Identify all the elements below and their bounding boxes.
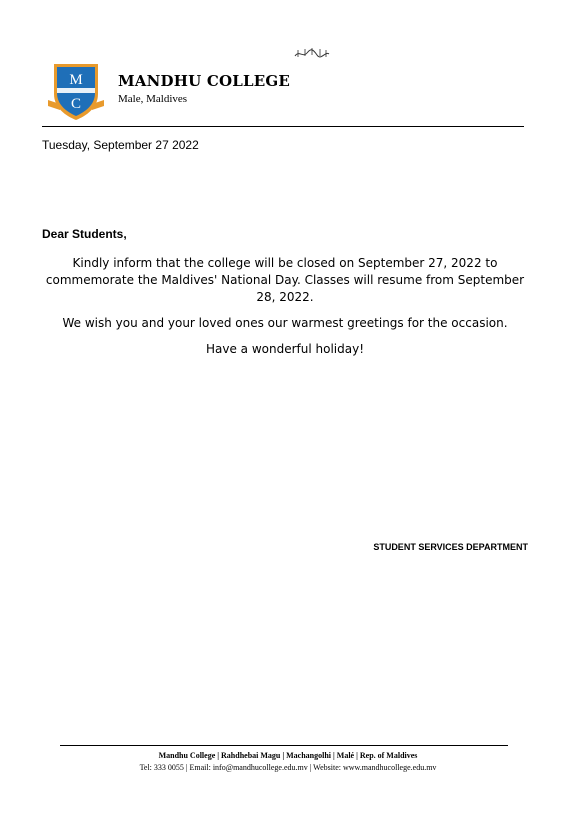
- body-paragraph-2: We wish you and your loved ones our warmest greetings for the occasion.: [62, 316, 508, 330]
- letter-date: Tuesday, September 27 2022: [42, 138, 199, 152]
- header-divider: [42, 126, 524, 127]
- college-location: Male, Maldives: [118, 93, 188, 105]
- signature-department: STUDENT SERVICES DEPARTMENT: [373, 542, 528, 552]
- footer-address: Mandhu College | Rahdhebai Magu | Machangolhi | Malé | Rep. of Maldives: [158, 751, 418, 760]
- body-paragraph-3: Have a wonderful holiday!: [205, 342, 364, 356]
- footer-contact: Tel: 333 0055 | Email: info@mandhucollege.edu.mv | Website: www.mandhucollege.edu.mv: [139, 763, 437, 772]
- bismillah-calligraphy: [293, 46, 331, 60]
- svg-text:C: C: [70, 96, 82, 112]
- college-logo: [46, 60, 106, 122]
- letter-body: [40, 255, 530, 367]
- footer-divider: [60, 745, 508, 746]
- svg-text:M: M: [69, 72, 83, 88]
- body-paragraph-1: Kindly inform that the college will be closed on September 27, 2022 to commemorate the Maldives' National Day. Classes will resume from September 28, 2022.: [45, 256, 525, 304]
- college-name: MANDHU COLLEGE: [118, 72, 291, 90]
- salutation: Dear Students,: [42, 227, 127, 241]
